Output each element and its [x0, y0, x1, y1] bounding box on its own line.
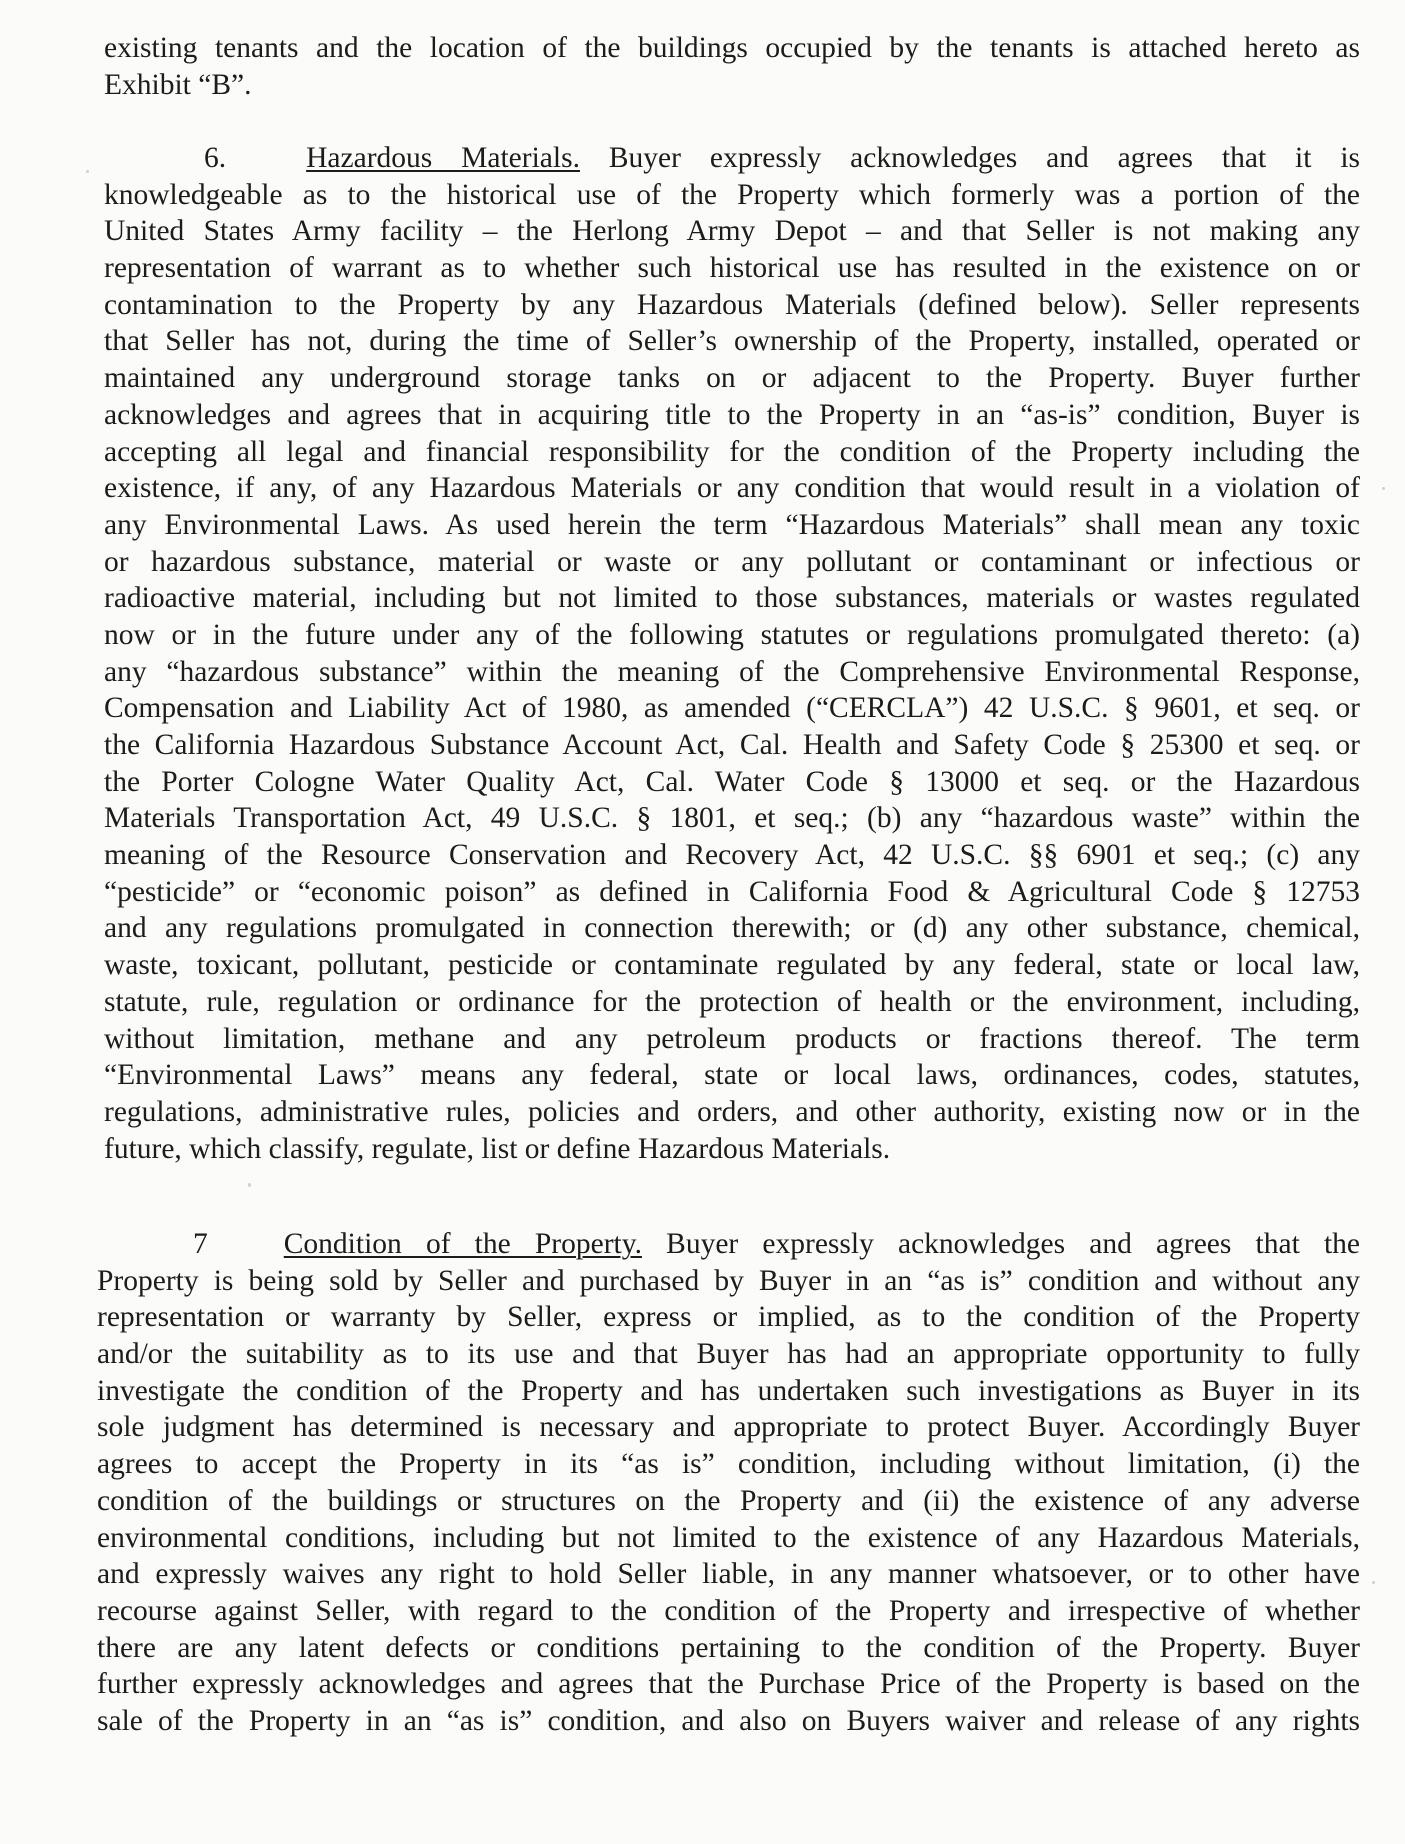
section-6-hazardous-materials [104, 140, 1360, 1167]
section-6-number: 6. [204, 142, 227, 174]
text-line: any “hazardous substance” within the meaning of the Comprehensive Environmental Response, [104, 655, 1360, 688]
section-7-heading-line [97, 1226, 1360, 1263]
text-line: sole judgment has determined is necessary and appropriate to protect Buyer. Accordingly Buyer [97, 1411, 1360, 1444]
section-7-number: 7 [193, 1228, 208, 1260]
text-line: waste, toxicant, pollutant, pesticide or contaminate regulated by any federal, state or local law, [104, 949, 1360, 982]
section-6-body [104, 177, 1360, 1168]
text-line: without limitation, methane and any petroleum products or fractions thereof. The term [104, 1022, 1360, 1055]
text-line: investigate the condition of the Property and has undertaken such investigations as Buyer in its [97, 1374, 1360, 1407]
text-line: Materials Transportation Act, 49 U.S.C. § 1801, et seq.; (b) any “hazardous waste” within the [104, 802, 1360, 835]
text-line: “pesticide” or “economic poison” as defined in California Food & Agricultural Code § 12753 [104, 875, 1360, 908]
section-7-condition-of-property [97, 1226, 1360, 1740]
text-line: the California Hazardous Substance Account Act, Cal. Health and Safety Code § 25300 et seq. or [104, 729, 1360, 761]
section-6-heading-line [104, 140, 1360, 177]
text-line: statute, rule, regulation or ordinance for the protection of health or the environment, including, [104, 985, 1360, 1018]
text-line: and any regulations promulgated in connection therewith; or (d) any other substance, chemical, [104, 912, 1360, 945]
scan-speck [1382, 487, 1385, 490]
text-line: there are any latent defects or conditions pertaining to the condition of the Property. Buyer [97, 1631, 1360, 1664]
text-line: that Seller has not, during the time of Seller’s ownership of the Property, installed, operated or [104, 325, 1360, 358]
text-line: “Environmental Laws” means any federal, state or local laws, ordinances, codes, statutes, [104, 1059, 1360, 1092]
text-line: any Environmental Laws. As used herein the term “Hazardous Materials” shall mean any toxic [104, 508, 1360, 541]
text-line: further expressly acknowledges and agrees that the Purchase Price of the Property is based on the [97, 1668, 1360, 1701]
text-line: recourse against Seller, with regard to the condition of the Property and irrespective of whether [97, 1594, 1360, 1627]
section-6-heading: Hazardous Materials. [306, 142, 580, 174]
text-line: maintained any underground storage tanks on or adjacent to the Property. Buyer further [104, 362, 1360, 395]
text-line: accepting all legal and financial responsibility for the condition of the Property including the [104, 435, 1360, 468]
text-line: radioactive material, including but not limited to those substances, materials or wastes regulated [104, 582, 1360, 615]
text-line: and/or the suitability as to its use and that Buyer has had an appropriate opportunity to fully [97, 1338, 1360, 1371]
text-line: Property is being sold by Seller and purchased by Buyer in an “as is” condition and without any [97, 1264, 1360, 1297]
text-line: existing tenants and the location of the buildings occupied by the tenants is attached hereto as [104, 32, 1360, 64]
text-line: now or in the future under any of the following statutes or regulations promulgated thereto: (a) [104, 618, 1360, 651]
section-7-body [97, 1263, 1360, 1740]
text-line: the Porter Cologne Water Quality Act, Cal. Water Code § 13000 et seq. or the Hazardous [104, 765, 1360, 798]
text-line: knowledgeable as to the historical use of the Property which formerly was a portion of the [104, 178, 1360, 211]
text-line: meaning of the Resource Conservation and Recovery Act, 42 U.S.C. §§ 6901 et seq.; (c) any [104, 839, 1360, 872]
section-7-first-line: Buyer expressly acknowledges and agrees that the [666, 1228, 1360, 1260]
top-fragment [104, 30, 1360, 103]
text-line: condition of the buildings or structures on the Property and (ii) the existence of any adverse [97, 1484, 1360, 1517]
text-line: contamination to the Property by any Hazardous Materials (defined below). Seller represents [104, 288, 1360, 321]
section-6-first-line: Buyer expressly acknowledges and agrees that it is [608, 142, 1361, 174]
text-line: acknowledges and agrees that in acquiring title to the Property in an “as-is” condition, Buyer is [104, 398, 1360, 431]
text-line: environmental conditions, including but not limited to the existence of any Hazardous Materials, [97, 1521, 1360, 1554]
text-line: existence, if any, of any Hazardous Materials or any condition that would result in a violation of [104, 472, 1360, 505]
text-line: United States Army facility – the Herlong Army Depot – and that Seller is not making any [104, 215, 1360, 248]
text-line: Compensation and Liability Act of 1980, as amended (“CERCLA”) 42 U.S.C. § 9601, et seq. or [104, 692, 1360, 725]
section-7-heading: Condition of the Property. [283, 1228, 642, 1260]
text-line: representation or warranty by Seller, express or implied, as to the condition of the Property [97, 1301, 1360, 1334]
scan-speck [86, 170, 89, 173]
text-line: Exhibit “B”. [104, 68, 252, 101]
text-line: regulations, administrative rules, policies and orders, and other authority, existing now or in the [104, 1095, 1360, 1128]
text-line: sale of the Property in an “as is” condition, and also on Buyers waiver and release of any rights [97, 1704, 1360, 1737]
text-line: agrees to accept the Property in its “as is” condition, including without limitation, (i) the [97, 1448, 1360, 1481]
scan-speck [1372, 1581, 1375, 1584]
text-line: and expressly waives any right to hold Seller liable, in any manner whatsoever, or to other have [97, 1558, 1360, 1591]
scan-speck [248, 1183, 251, 1187]
text-line: representation of warrant as to whether such historical use has resulted in the existence on or [104, 252, 1360, 285]
text-line: or hazardous substance, material or waste or any pollutant or contaminant or infectious or [104, 545, 1360, 578]
text-line: future, which classify, regulate, list or define Hazardous Materials. [104, 1132, 891, 1165]
